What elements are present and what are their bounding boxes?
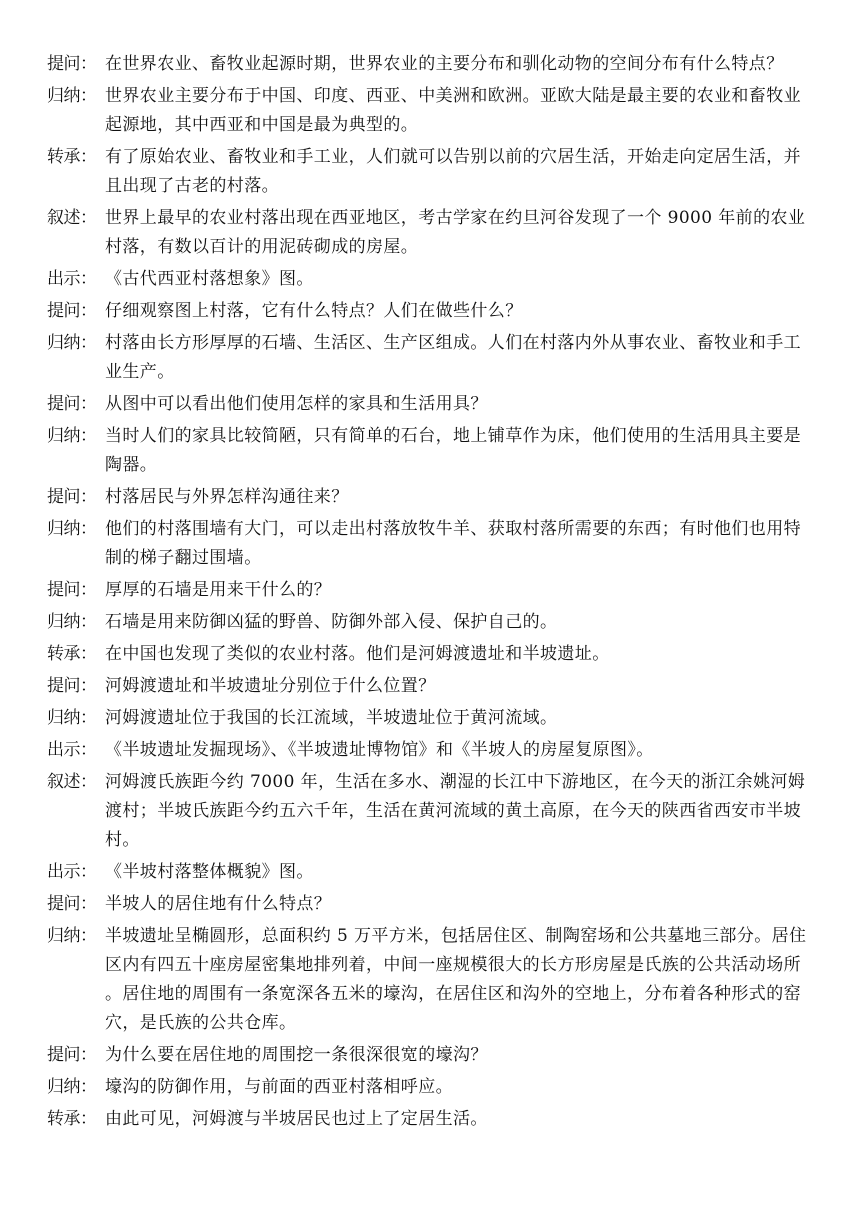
entry-label: 转承： (47, 644, 97, 664)
entry-text: 为什么要在居住地的周围挖一条很深很宽的壕沟？ (105, 1045, 488, 1065)
dialogue-entry-narration (47, 204, 817, 262)
dialogue-entry-transition (47, 143, 817, 201)
entry-label: 提问： (47, 894, 97, 914)
entry-label: 出示： (47, 269, 97, 289)
entry-label: 提问： (47, 301, 97, 321)
entry-label: 叙述： (47, 208, 97, 228)
entry-label: 归纳： (47, 1077, 97, 1097)
entry-label: 提问： (47, 54, 97, 74)
entry-label: 出示： (47, 862, 97, 882)
entry-text: 由此可见，河姆渡与半坡居民也过上了定居生活。 (105, 1109, 488, 1129)
dialogue-entry-question (47, 297, 817, 326)
entry-label: 归纳： (47, 926, 97, 946)
dialogue-entry-summary (47, 1073, 817, 1102)
entry-label: 叙述： (47, 772, 97, 792)
entry-label: 提问： (47, 580, 97, 600)
dialogue-entry-question (47, 672, 817, 701)
entry-label: 提问： (47, 394, 97, 414)
dialogue-entry-summary (47, 422, 817, 480)
entry-text: 在中国也发现了类似的农业村落。他们是河姆渡遗址和半坡遗址。 (105, 644, 610, 664)
dialogue-entry-transition (47, 1105, 817, 1134)
entry-label: 提问： (47, 1045, 97, 1065)
dialogue-entry-summary (47, 515, 817, 573)
entry-text: 壕沟的防御作用，与前面的西亚村落相呼应。 (105, 1077, 453, 1097)
entry-label: 归纳： (47, 519, 97, 539)
dialogue-entry-question (47, 390, 817, 419)
dialogue-entry-show (47, 265, 817, 294)
dialogue-entry-question (47, 890, 817, 919)
entry-label: 归纳： (47, 86, 97, 106)
entry-text: 村落由长方形厚厚的石墙、生活区、生产区组成。人们在村落内外从事农业、畜牧业和手工业生产。 (105, 333, 801, 382)
dialogue-entry-question (47, 576, 817, 605)
entry-text: 世界农业主要分布于中国、印度、西亚、中美洲和欧洲。亚欧大陆是最主要的农业和畜牧业起源地，其中西亚和中国是最为典型的。 (105, 86, 801, 135)
dialogue-entry-summary (47, 922, 817, 1038)
dialogue-entry-narration (47, 768, 817, 855)
entry-text: 《古代西亚村落想象》图。 (105, 269, 314, 289)
entry-text: 当时人们的家具比较简陋，只有简单的石台，地上铺草作为床，他们使用的生活用具主要是陶器。 (105, 426, 801, 475)
entry-text: 他们的村落围墙有大门，可以走出村落放牧牛羊、获取村落所需要的东西；有时他们也用特制的梯子翻过围墙。 (105, 519, 801, 568)
entry-text: 河姆渡遗址和半坡遗址分别位于什么位置？ (105, 676, 436, 696)
entry-text: 有了原始农业、畜牧业和手工业，人们就可以告别以前的穴居生活，开始走向定居生活，并且出现了古老的村落。 (105, 147, 801, 196)
dialogue-entry-show (47, 858, 817, 887)
dialogue-entry-question (47, 50, 817, 79)
entry-label: 提问： (47, 676, 97, 696)
entry-text: 仔细观察图上村落，它有什么特点？人们在做些什么？ (105, 301, 523, 321)
entry-text: 河姆渡氏族距今约 7000 年，生活在多水、潮湿的长江中下游地区，在今天的浙江余姚河姆渡村；半坡氏族距今约五六千年，生活在黄河流域的黄土高原，在今天的陕西省西安市半坡村。 (105, 772, 806, 850)
entry-label: 转承： (47, 147, 97, 167)
entry-text: 石墙是用来防御凶猛的野兽、防御外部入侵、保护自己的。 (105, 612, 558, 632)
document-body (47, 50, 817, 1137)
dialogue-entry-summary (47, 704, 817, 733)
dialogue-entry-summary (47, 329, 817, 387)
entry-text: 从图中可以看出他们使用怎样的家具和生活用具？ (105, 394, 488, 414)
entry-label: 提问： (47, 487, 97, 507)
entry-label: 出示： (47, 740, 97, 760)
entry-text: 河姆渡遗址位于我国的长江流域，半坡遗址位于黄河流域。 (105, 708, 558, 728)
entry-label: 转承： (47, 1109, 97, 1129)
dialogue-entry-question (47, 483, 817, 512)
entry-label: 归纳： (47, 612, 97, 632)
entry-label: 归纳： (47, 708, 97, 728)
entry-text: 世界上最早的农业村落出现在西亚地区，考古学家在约旦河谷发现了一个 9000 年前的农业村落，有数以百计的用泥砖砌成的房屋。 (105, 208, 806, 257)
dialogue-entry-question (47, 1041, 817, 1070)
entry-text: 在世界农业、畜牧业起源时期，世界农业的主要分布和驯化动物的空间分布有什么特点？ (105, 54, 784, 74)
entry-text: 半坡人的居住地有什么特点？ (105, 894, 332, 914)
dialogue-entry-summary (47, 82, 817, 140)
entry-text: 厚厚的石墙是用来干什么的？ (105, 580, 332, 600)
entry-text: 《半坡村落整体概貌》图。 (105, 862, 314, 882)
entry-label: 归纳： (47, 426, 97, 446)
dialogue-entry-summary (47, 608, 817, 637)
entry-text: 村落居民与外界怎样沟通往来？ (105, 487, 349, 507)
entry-label: 归纳： (47, 333, 97, 353)
dialogue-entry-show (47, 736, 817, 765)
dialogue-entry-transition (47, 640, 817, 669)
entry-text: 《半坡遗址发掘现场》、《半坡遗址博物馆》和《半坡人的房屋复原图》。 (105, 740, 654, 760)
entry-text: 半坡遗址呈椭圆形，总面积约 5 万平方米，包括居住区、制陶窑场和公共墓地三部分。居住区内有四五十座房屋密集地排列着，中间一座规模很大的长方形房屋是氏族的公共活动场所。居住地的周围有一条宽深各五米的壕沟，在居住区和沟外的空地上，分布着各种形式的窑穴，是氏族的公共仓库。 (105, 926, 807, 1033)
